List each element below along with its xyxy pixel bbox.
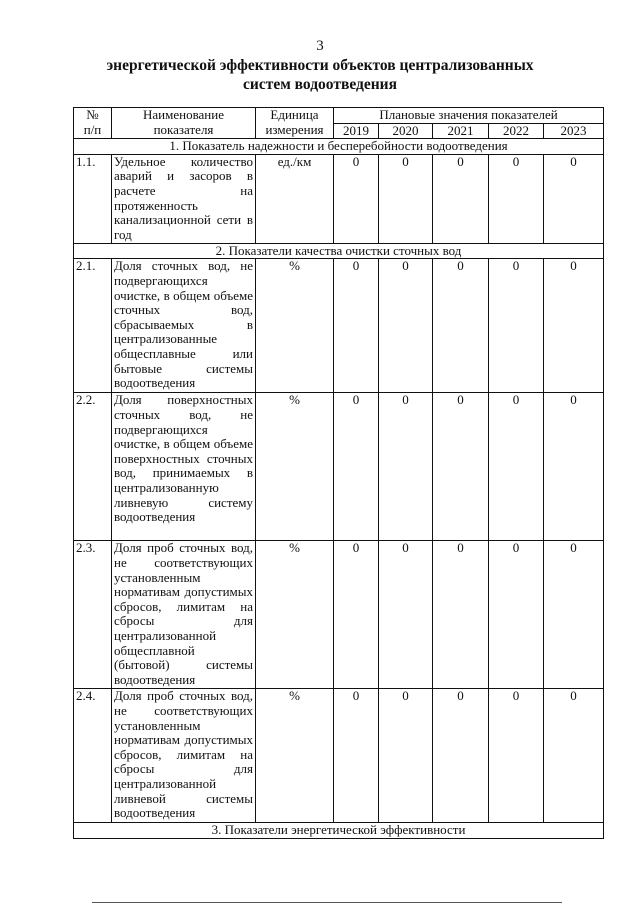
indicator-name: Доля проб сточных вод, не соответствующих установленным нормативам допустимых сбросов, лимитам на сбросы для централизованной ливневой системы водоотведения [112,689,256,823]
value-cell: 0 [433,154,489,243]
value-cell: 0 [489,541,544,689]
indicator-name: Доля поверхностных сточных вод, не подвергающихся очистке, в общем объеме поверхностных сточных вод, принимаемых в централизованную ливневую систему водоотведения [112,393,256,541]
indicators-table [73,107,604,839]
section-title: 3. Показатели энергетической эффективности [74,823,604,839]
value-cell: 0 [489,259,544,393]
value-cell: 0 [544,541,604,689]
header-year: 2020 [379,123,433,139]
header-year: 2019 [334,123,379,139]
header-num: № п/п [74,108,112,139]
value-cell: 0 [544,154,604,243]
value-cell: 0 [544,689,604,823]
header-year: 2022 [489,123,544,139]
value-cell: 0 [433,689,489,823]
row-number: 2.4. [74,689,112,823]
value-cell: 0 [379,259,433,393]
row-number: 2.2. [74,393,112,541]
header-year: 2021 [433,123,489,139]
section-title: 1. Показатель надежности и бесперебойности водоотведения [74,139,604,155]
unit-cell: % [256,393,334,541]
header-plan: Плановые значения показателей [334,108,604,124]
indicator-name: Доля проб сточных вод, не соответствующих установленным нормативам допустимых сбросов, лимитам на сбросы для централизованной общесплавной (бытовой) системы водоотведения [112,541,256,689]
row-number: 2.1. [74,259,112,393]
value-cell: 0 [379,154,433,243]
value-cell: 0 [544,259,604,393]
value-cell: 0 [544,393,604,541]
value-cell: 0 [489,689,544,823]
value-cell: 0 [334,259,379,393]
row-number: 2.3. [74,541,112,689]
value-cell: 0 [489,393,544,541]
indicator-name: Доля сточных вод, не подвергающихся очистке, в общем объеме сточных вод, сбрасываемых в централизованные общесплавные или бытовые системы водоотведения [112,259,256,393]
unit-cell: ед./км [256,154,334,243]
value-cell: 0 [433,259,489,393]
unit-cell: % [256,259,334,393]
value-cell: 0 [489,154,544,243]
section-title: 2. Показатели качества очистки сточных вод [74,243,604,259]
value-cell: 0 [433,541,489,689]
value-cell: 0 [334,689,379,823]
value-cell: 0 [334,154,379,243]
unit-cell: % [256,689,334,823]
value-cell: 0 [379,393,433,541]
value-cell: 0 [433,393,489,541]
value-cell: 0 [334,393,379,541]
title-line-2: систем водоотведения [243,76,397,93]
document-title [0,56,640,94]
unit-cell: % [256,541,334,689]
page-number: 3 [316,38,324,54]
title-line-1: энергетической эффективности объектов централизованных [106,57,534,74]
row-number: 1.1. [74,154,112,243]
indicator-name: Удельное количество аварий и засоров в расчете на протяженность канализационной сети в год [112,154,256,243]
header-unit: Единица измерения [256,108,334,139]
value-cell: 0 [379,689,433,823]
page-edge-line [92,902,562,903]
value-cell: 0 [334,541,379,689]
header-year: 2023 [544,123,604,139]
value-cell: 0 [379,541,433,689]
header-name: Наименование показателя [112,108,256,139]
